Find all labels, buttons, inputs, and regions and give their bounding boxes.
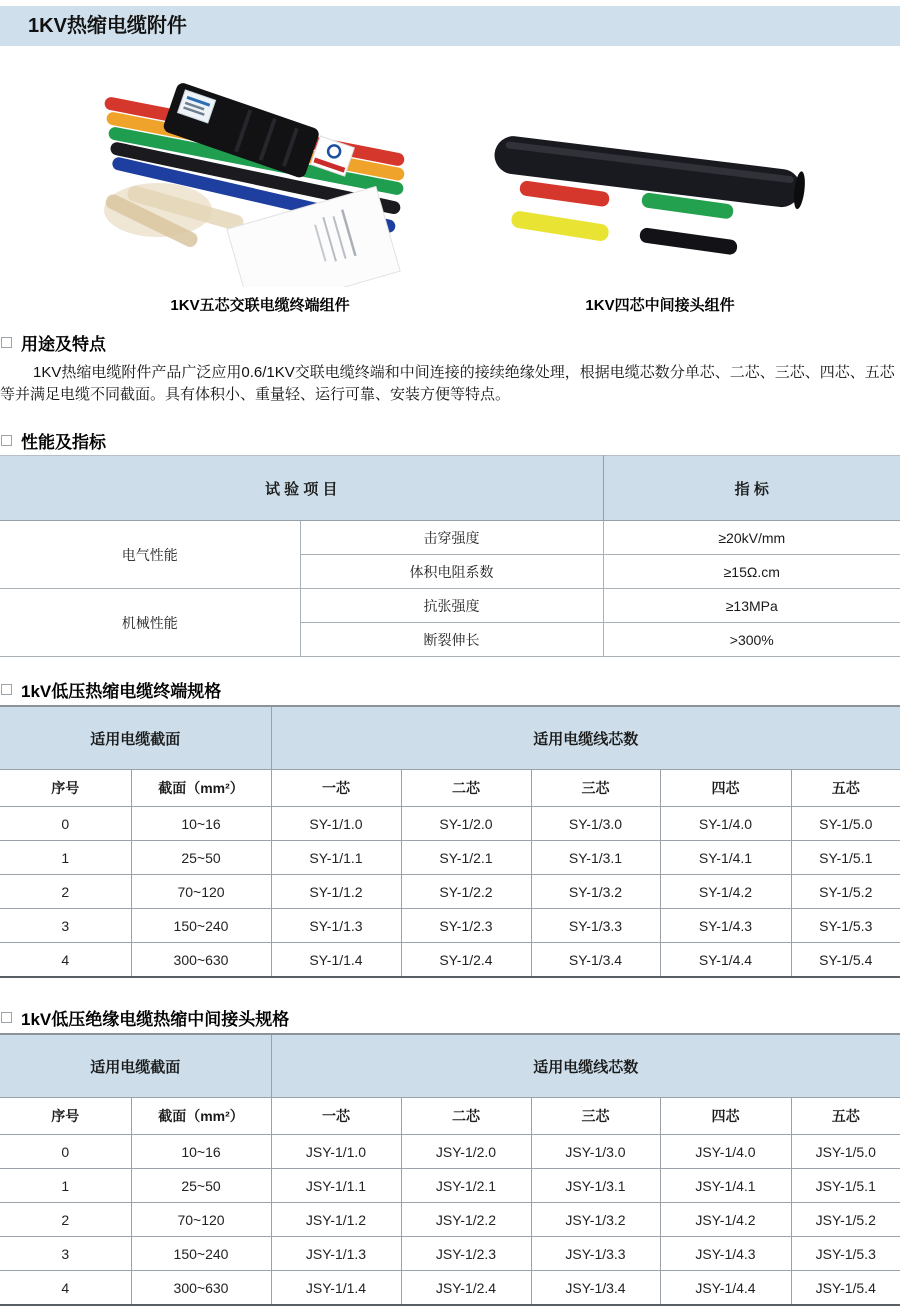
cell: JSY-1/2.2 — [401, 1203, 531, 1237]
cell: SY-1/2.4 — [401, 943, 531, 978]
section-heading-terminal-spec — [1, 677, 900, 701]
cell: JSY-1/4.3 — [660, 1237, 791, 1271]
table-row — [0, 909, 900, 943]
cell: SY-1/5.1 — [791, 841, 900, 875]
cell: SY-1/3.1 — [531, 841, 660, 875]
table-header-row — [0, 456, 900, 521]
value-cell: ≥20kV/mm — [603, 521, 900, 555]
value-cell: >300% — [603, 623, 900, 657]
caption-joint-kit: 1KV四芯中间接头组件 — [585, 297, 735, 314]
table-row — [0, 1169, 900, 1203]
section-heading-usage — [1, 330, 900, 354]
cell: JSY-1/5.1 — [791, 1169, 900, 1203]
cell: JSY-1/3.1 — [531, 1169, 660, 1203]
cell: SY-1/4.0 — [660, 807, 791, 841]
cell: JSY-1/5.3 — [791, 1237, 900, 1271]
cell: JSY-1/2.0 — [401, 1135, 531, 1169]
cell: 70~120 — [131, 875, 271, 909]
cell: 25~50 — [131, 841, 271, 875]
tube-black — [639, 227, 738, 255]
cell: SY-1/3.4 — [531, 943, 660, 978]
test-cell: 断裂伸长 — [300, 623, 603, 657]
cell: SY-1/1.2 — [271, 875, 401, 909]
cell: JSY-1/2.1 — [401, 1169, 531, 1203]
cell: 10~16 — [131, 807, 271, 841]
cell: SY-1/5.2 — [791, 875, 900, 909]
cell: 4 — [0, 1271, 131, 1306]
section-heading-label: 性能及指标 — [21, 432, 106, 452]
cell: SY-1/4.1 — [660, 841, 791, 875]
test-cell: 抗张强度 — [300, 589, 603, 623]
column-header: 序号 — [0, 1098, 131, 1135]
group-header-cores: 适用电缆线芯数 — [271, 706, 900, 770]
section-heading-joint-spec — [1, 1005, 900, 1029]
joint-spec-table — [0, 1033, 900, 1306]
table-group-header-row — [0, 706, 900, 770]
column-header: 五芯 — [791, 770, 900, 807]
product-photos — [0, 82, 900, 320]
table-row — [0, 943, 900, 978]
section-marker-icon — [1, 1012, 12, 1023]
table-row — [0, 1271, 900, 1306]
cell: 0 — [0, 807, 131, 841]
cell: SY-1/2.1 — [401, 841, 531, 875]
section-heading-label: 用途及特点 — [21, 334, 106, 354]
group-header-section: 适用电缆截面 — [0, 706, 271, 770]
cell: JSY-1/4.0 — [660, 1135, 791, 1169]
cell: 0 — [0, 1135, 131, 1169]
table-row — [0, 841, 900, 875]
test-cell: 击穿强度 — [300, 521, 603, 555]
column-header: 三芯 — [531, 770, 660, 807]
column-header-test-item: 试 验 项 目 — [0, 456, 603, 521]
cell: JSY-1/2.3 — [401, 1237, 531, 1271]
cell: SY-1/2.3 — [401, 909, 531, 943]
terminal-spec-table — [0, 705, 900, 978]
section-marker-icon — [1, 684, 12, 695]
column-header: 三芯 — [531, 1098, 660, 1135]
column-header-index: 指 标 — [603, 456, 900, 521]
column-header: 二芯 — [401, 1098, 531, 1135]
table-subheader-row — [0, 1098, 900, 1135]
cell: SY-1/4.4 — [660, 943, 791, 978]
cell: 150~240 — [131, 909, 271, 943]
table-group-header-row — [0, 1034, 900, 1098]
cell: 4 — [0, 943, 131, 978]
cell: JSY-1/2.4 — [401, 1271, 531, 1306]
cell: JSY-1/3.3 — [531, 1237, 660, 1271]
cell: 150~240 — [131, 1237, 271, 1271]
cell: 3 — [0, 909, 131, 943]
table-row — [0, 1203, 900, 1237]
cell: JSY-1/4.4 — [660, 1271, 791, 1306]
column-header: 截面（mm²） — [131, 770, 271, 807]
cell: 300~630 — [131, 1271, 271, 1306]
section-marker-icon — [1, 337, 12, 348]
column-header: 四芯 — [660, 1098, 791, 1135]
table-row — [0, 1237, 900, 1271]
cell: SY-1/2.0 — [401, 807, 531, 841]
cell: 300~630 — [131, 943, 271, 978]
cell: JSY-1/5.0 — [791, 1135, 900, 1169]
performance-table — [0, 455, 900, 657]
column-header: 二芯 — [401, 770, 531, 807]
cell: SY-1/2.2 — [401, 875, 531, 909]
cell: JSY-1/3.2 — [531, 1203, 660, 1237]
caption-terminal-kit: 1KV五芯交联电缆终端组件 — [170, 297, 350, 314]
section-heading-label: 1kV低压热缩电缆终端规格 — [21, 681, 222, 701]
cell: JSY-1/5.4 — [791, 1271, 900, 1306]
group-cell: 机械性能 — [0, 589, 300, 657]
cell: SY-1/4.3 — [660, 909, 791, 943]
tube-yellow — [510, 210, 609, 242]
cell: 25~50 — [131, 1169, 271, 1203]
section-marker-icon — [1, 435, 12, 446]
cell: JSY-1/1.3 — [271, 1237, 401, 1271]
table-row — [0, 1135, 900, 1169]
page-title: 1KV热缩电缆附件 — [0, 6, 900, 46]
usage-paragraph: 1KV热缩电缆附件产品广泛应用0.6/1KV交联电缆终端和中间连接的接续绝缘处理，根据电缆芯数分单芯、二芯、三芯、四芯、五芯等并满足电缆不同截面。具有体积小、重量轻、运行可靠、安装方便等特点。 — [0, 364, 895, 403]
value-cell: ≥15Ω.cm — [603, 555, 900, 589]
column-header: 五芯 — [791, 1098, 900, 1135]
table-row — [0, 589, 900, 623]
table-row — [0, 521, 900, 555]
cell: JSY-1/1.2 — [271, 1203, 401, 1237]
cell: SY-1/1.4 — [271, 943, 401, 978]
column-header: 截面（mm²） — [131, 1098, 271, 1135]
instruction-paper — [227, 186, 400, 287]
cell: SY-1/1.1 — [271, 841, 401, 875]
cell: JSY-1/1.4 — [271, 1271, 401, 1306]
cell: SY-1/3.2 — [531, 875, 660, 909]
test-cell: 体积电阻系数 — [300, 555, 603, 589]
column-header: 四芯 — [660, 770, 791, 807]
cell: SY-1/3.3 — [531, 909, 660, 943]
column-header: 序号 — [0, 770, 131, 807]
cell: SY-1/5.4 — [791, 943, 900, 978]
cell: JSY-1/5.2 — [791, 1203, 900, 1237]
group-cell: 电气性能 — [0, 521, 300, 589]
cell: 1 — [0, 841, 131, 875]
cell: 2 — [0, 1203, 131, 1237]
section-heading-label: 1kV低压绝缘电缆热缩中间接头规格 — [21, 1009, 290, 1029]
cell: SY-1/4.2 — [660, 875, 791, 909]
cell: 70~120 — [131, 1203, 271, 1237]
section-heading-performance — [1, 428, 900, 452]
group-header-section: 适用电缆截面 — [0, 1034, 271, 1098]
cell: 10~16 — [131, 1135, 271, 1169]
terminal-kit-photo — [100, 82, 420, 287]
cell: SY-1/5.3 — [791, 909, 900, 943]
table-row — [0, 807, 900, 841]
group-header-cores: 适用电缆线芯数 — [271, 1034, 900, 1098]
cell: JSY-1/4.1 — [660, 1169, 791, 1203]
column-header: 一芯 — [271, 1098, 401, 1135]
cell: JSY-1/1.1 — [271, 1169, 401, 1203]
cell: SY-1/5.0 — [791, 807, 900, 841]
column-header: 一芯 — [271, 770, 401, 807]
cell: JSY-1/3.0 — [531, 1135, 660, 1169]
cell: JSY-1/3.4 — [531, 1271, 660, 1306]
cell: 1 — [0, 1169, 131, 1203]
cell: SY-1/3.0 — [531, 807, 660, 841]
joint-kit-photo — [485, 82, 835, 287]
table-subheader-row — [0, 770, 900, 807]
value-cell: ≥13MPa — [603, 589, 900, 623]
table-row — [0, 875, 900, 909]
cell: JSY-1/1.0 — [271, 1135, 401, 1169]
cell: SY-1/1.3 — [271, 909, 401, 943]
cell: 2 — [0, 875, 131, 909]
cell: SY-1/1.0 — [271, 807, 401, 841]
cell: 3 — [0, 1237, 131, 1271]
cell: JSY-1/4.2 — [660, 1203, 791, 1237]
